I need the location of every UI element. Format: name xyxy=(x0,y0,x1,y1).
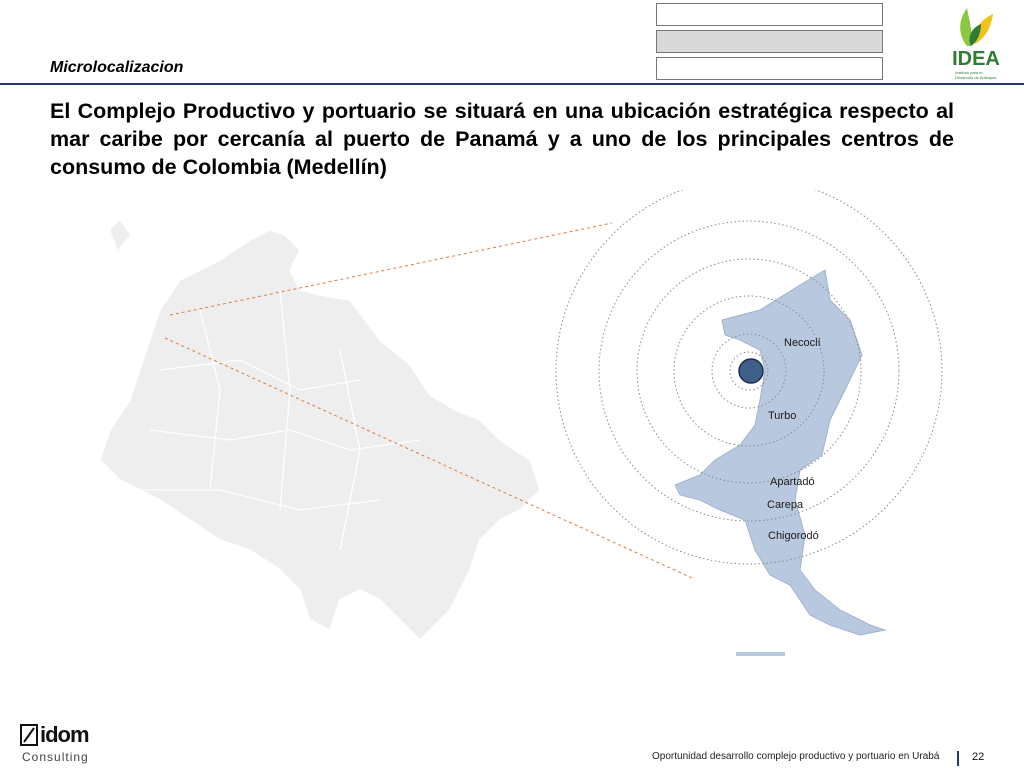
idea-leaf-icon xyxy=(945,2,1007,50)
header-box-3 xyxy=(656,57,883,80)
town-label-apartado: Apartadó xyxy=(770,476,815,488)
page-heading: El Complejo Productivo y portuario se situará en una ubicación estratégica respecto al mar caribe por cercanía al puerto de Panamá y a uno de los principales centros de consumo de Colombia (Medellín) xyxy=(50,99,954,179)
idea-logo-text: IDEA xyxy=(952,48,1000,70)
header-box-1 xyxy=(656,3,883,26)
idom-logo xyxy=(20,722,110,768)
footer-separator xyxy=(957,751,959,766)
idea-logo xyxy=(945,2,1007,84)
island-shape xyxy=(110,220,130,250)
map-figure xyxy=(0,190,1024,670)
footer-caption: Oportunidad desarrollo complejo productivo y portuario en Urabá xyxy=(652,751,940,762)
page-number: 22 xyxy=(972,751,985,763)
idom-logo-sub: Consulting xyxy=(22,750,89,764)
idom-logo-word: idom xyxy=(40,722,89,747)
idea-logo-subtitle: Instituto para el Desarrollo de Antioquia xyxy=(955,70,997,80)
header-divider xyxy=(0,83,1024,85)
project-location-marker xyxy=(739,359,763,383)
town-label-chigorodo: Chigorodó xyxy=(768,530,819,542)
uraba-region xyxy=(675,270,885,635)
town-label-turbo: Turbo xyxy=(768,410,797,422)
colombia-map xyxy=(100,230,540,640)
town-label-necocli: Necoclí xyxy=(784,337,821,349)
idom-mark-icon xyxy=(20,724,38,746)
town-label-carepa: Carepa xyxy=(767,499,804,511)
header-box-2 xyxy=(656,30,883,53)
uraba-fragment xyxy=(736,652,785,656)
section-title: Microlocalizacion xyxy=(50,59,184,76)
